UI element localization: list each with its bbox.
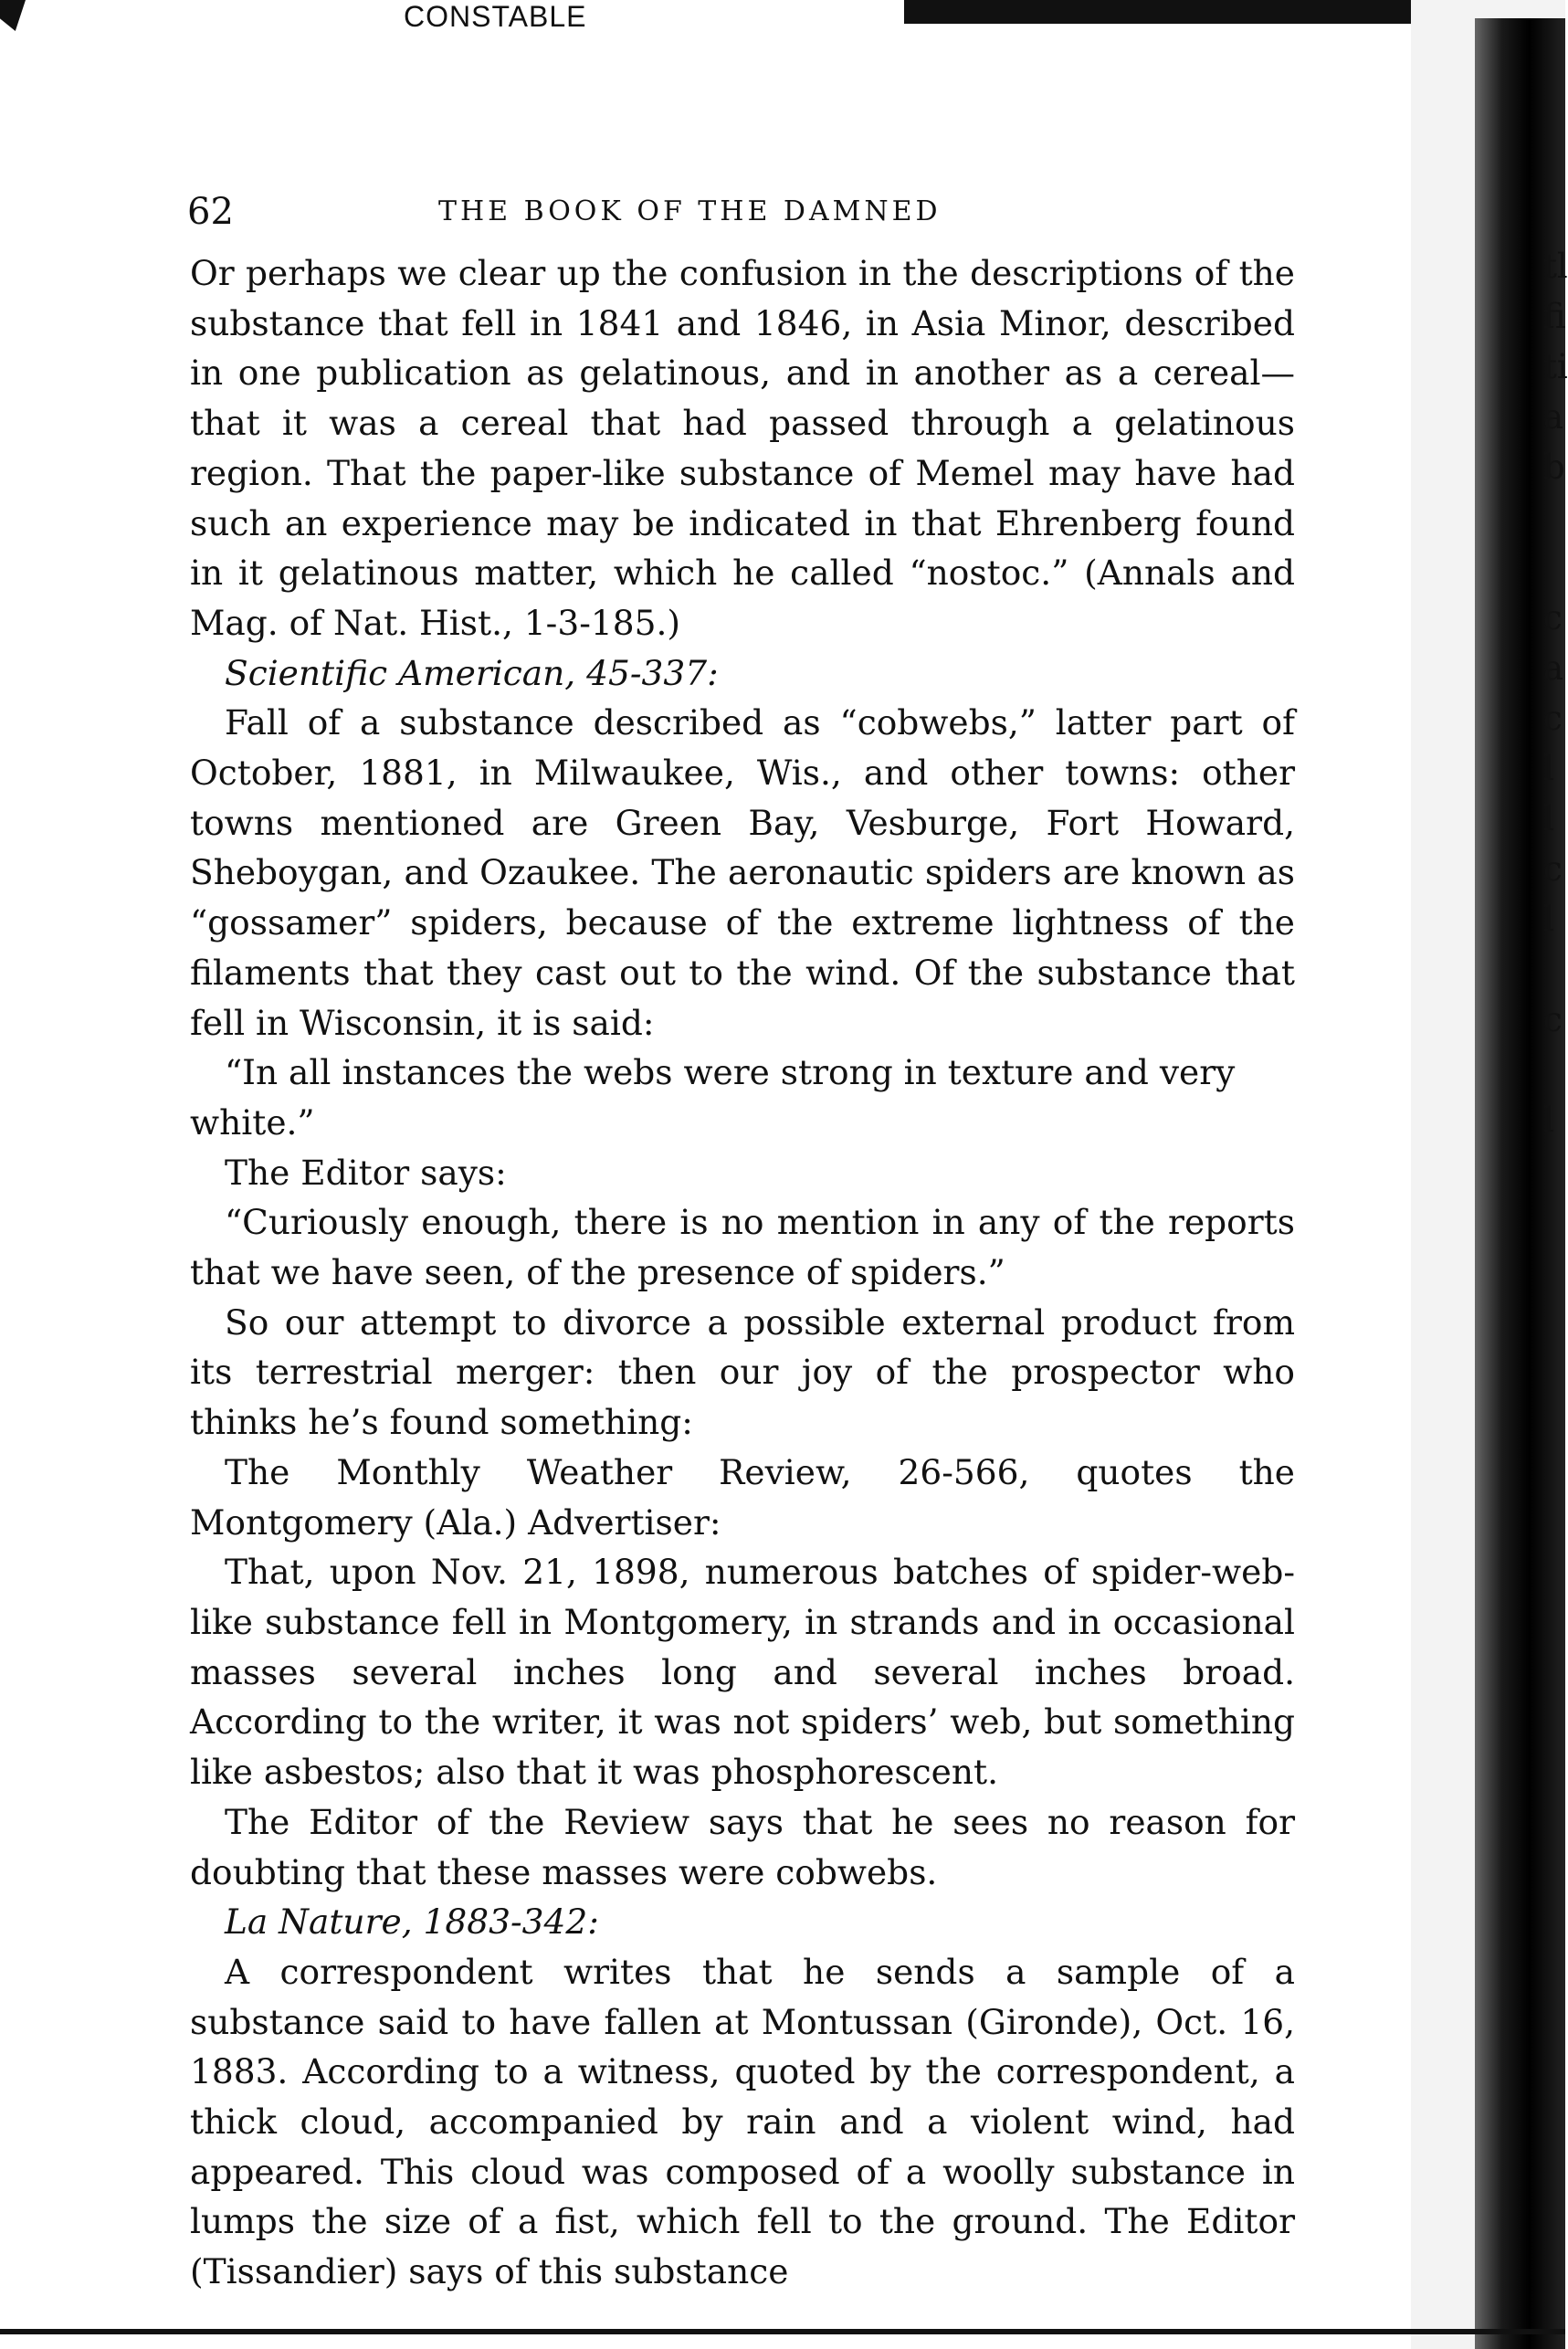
scan-bottom-rule bbox=[0, 2329, 1565, 2334]
facing-page-letter: c bbox=[1543, 849, 1563, 889]
facing-page-letter: tl bbox=[1543, 247, 1568, 286]
running-title: THE BOOK OF THE DAMNED bbox=[438, 195, 942, 227]
facing-page-letter: l bbox=[1543, 749, 1554, 788]
body-text bbox=[190, 248, 1295, 2297]
paragraph: The Editor of the Review says that he sees no reason for doubting that these masses were cobwebs. bbox=[190, 1801, 1295, 1892]
facing-page-letter: ti bbox=[1543, 347, 1568, 386]
facing-page-letter: c bbox=[1543, 598, 1563, 637]
paragraph: That, upon Nov. 21, 1898, numerous batches of spider-web-like substance fell in Montgomery, in strands and in occasional masses several inches long and several inches broad. According to the writer, it was not spiders’ web, but something like asbestos; also that it was phosphorescent. bbox=[190, 1552, 1295, 1793]
citation: The Monthly Weather Review, 26-566, quotes the Montgomery (Ala.) Advertiser: bbox=[190, 1451, 1295, 1543]
facing-page-letter: l bbox=[1543, 900, 1554, 939]
paragraph: The Editor says: bbox=[225, 1152, 507, 1193]
quotation: “Curiously enough, there is no mention in any of the reports that we have seen, of the presence of spiders.” bbox=[190, 1202, 1295, 1293]
facing-page-letter: c bbox=[1543, 699, 1563, 738]
paragraph: A correspondent writes that he sends a sample of a substance said to have fallen at Montussan (Gironde), Oct. 16, 1883. According to a witness, quoted by the correspondent, a thick cloud, accompanied by rain and a violent wind, had appeared. This cloud was composed of a woolly substance in lumps the size of a fist, which fell to the ground. The Editor (Tissandier) says of this substance bbox=[190, 1951, 1295, 2292]
stamp-text: CONSTABLE bbox=[404, 0, 587, 33]
facing-page-letter: l bbox=[1543, 799, 1554, 838]
paragraph: Or perhaps we clear up the confusion in the descriptions of the substance that fell in 1841 and 1846, in Asia Minor, described in one publication as gelatinous, and in another as a cereal—that it was a cereal that had passed through a gelatinous region. That the paper-like substance of Memel may have had such an experience may be indicated in that Ehrenberg found in it gelatinous matter, which he called “nostoc.” (Annals and Mag. of Nat. Hist., 1-3-185.) bbox=[190, 253, 1295, 643]
facing-page-letter: fi bbox=[1543, 297, 1566, 336]
facing-page-letter: a bbox=[1543, 397, 1564, 437]
paragraph: Fall of a substance described as “cobwebs,” latter part of October, 1881, in Milwaukee, Wis., and other towns: other towns mentioned are Green Bay, Vesburge, Fort Howard, Sheboygan, and Ozaukee. The aeronautic spiders are known as “gossamer” spiders, because of the extreme lightness of the filaments that they cast out to the wind. Of the substance that fell in Wisconsin, it is said: bbox=[190, 702, 1295, 1043]
facing-page-letter: a bbox=[1543, 648, 1564, 688]
citation: La Nature, 1883-342: bbox=[225, 1901, 599, 1943]
page-number: 62 bbox=[187, 191, 234, 233]
facing-page-letter: l bbox=[1543, 1101, 1554, 1140]
facing-page-letter: b bbox=[1543, 448, 1565, 487]
paragraph: So our attempt to divorce a possible external product from its terrestrial merger: then our joy of the prospector who thinks he’s found something: bbox=[190, 1301, 1295, 1443]
citation: Scientific American, 45-337: bbox=[225, 652, 719, 693]
quotation: “In all instances the webs were strong in texture and very white.” bbox=[190, 1052, 1236, 1143]
facing-page-letter: c bbox=[1543, 1000, 1563, 1039]
page-header bbox=[187, 183, 1301, 241]
